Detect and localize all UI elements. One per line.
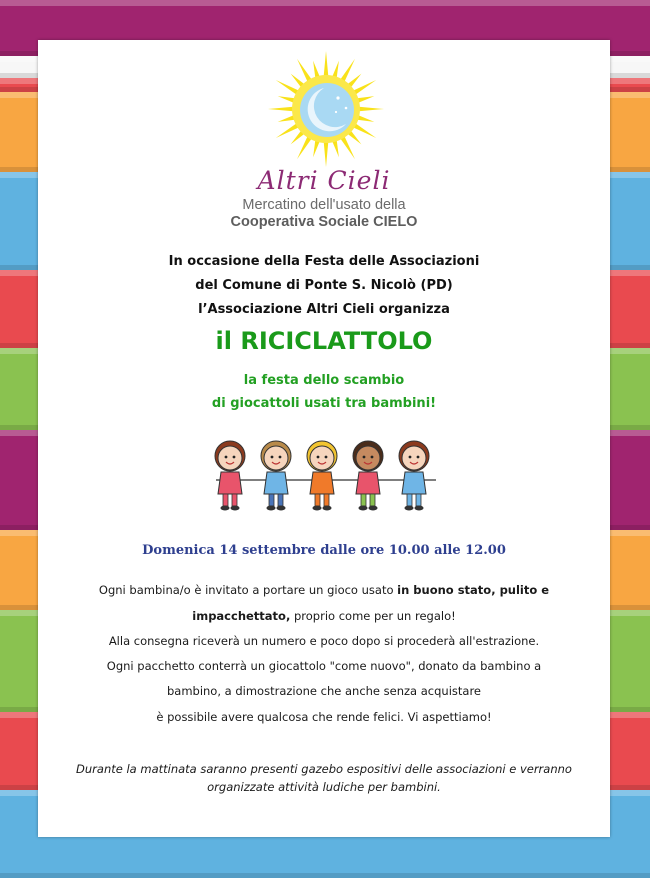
sun-ray-icon	[297, 136, 312, 159]
sun-ray-icon	[341, 136, 356, 159]
child-figure	[261, 441, 291, 511]
altri-cieli-logo	[38, 40, 610, 235]
child-figure	[353, 441, 383, 511]
body-line-3: Alla consegna riceverà un numero e poco dopo si procederà all'estrazione.	[108, 634, 540, 648]
sun-ray-icon	[357, 115, 374, 122]
children-holding-hands-illustration	[206, 436, 446, 514]
intro-line-1: In occasione della Festa delle Associazioni	[168, 254, 480, 269]
sun-ray-icon	[297, 59, 312, 82]
sun-ray-icon	[313, 61, 320, 78]
body-line-4: Ogni pacchetto conterrà un giocattolo "come nuovo", donato da bambino a	[106, 659, 542, 673]
footer-line-2: organizzate attività ludiche per bambini.	[207, 780, 441, 794]
body-line-5: bambino, a dimostrazione che anche senza acquistare	[166, 684, 482, 698]
sun-ray-icon	[313, 140, 320, 157]
body-line-1	[38, 583, 610, 597]
sun-ray-icon	[353, 124, 376, 139]
logo-subtitle-line1: Mercatino dell'usato della	[242, 197, 406, 213]
body-line-2-bold: impacchettato,	[192, 609, 291, 623]
child-figure	[399, 441, 429, 511]
body-line-2-text: proprio come per un regalo!	[290, 609, 456, 623]
subtitle-line-2: di giocattoli usati tra bambini!	[211, 396, 437, 411]
intro-line-2: del Comune di Ponte S. Nicolò (PD)	[195, 278, 453, 293]
logo-name: Altri Cieli	[257, 166, 391, 195]
sun-ray-icon	[332, 61, 339, 78]
child-figure	[307, 441, 337, 511]
sun-ray-icon	[359, 107, 384, 112]
sun-ray-icon	[332, 140, 339, 157]
body-line-1-bold: in buono stato, pulito e	[397, 583, 550, 597]
body-line-2	[38, 609, 610, 623]
sun-ray-icon	[341, 59, 356, 82]
sun-ray-icon	[278, 96, 295, 103]
sun-ray-icon	[276, 80, 299, 95]
logo-subtitle-line2: Cooperativa Sociale CIELO	[230, 214, 418, 230]
intro-line-3: l’Associazione Altri Cieli organizza	[198, 302, 450, 317]
body-line-6: è possibile avere qualcosa che rende felici. Vi aspettiamo!	[156, 710, 492, 724]
event-title: il RICICLATTOLO	[215, 327, 433, 355]
subtitle-line-1: la festa dello scambio	[243, 373, 405, 388]
sun-ray-icon	[278, 115, 295, 122]
sun-ray-icon	[324, 51, 329, 76]
event-date: Domenica 14 settembre dalle ore 10.00 alle 12.00	[142, 543, 506, 558]
flyer-sheet	[38, 40, 610, 837]
footer-line-1: Durante la mattinata saranno presenti gazebo espositivi delle associazioni e verranno	[76, 762, 572, 776]
sun-moon-logo-icon	[266, 48, 386, 170]
sun-ray-icon	[324, 142, 329, 167]
child-figure	[215, 441, 245, 511]
body-line-1-text: Ogni bambina/o è invitato a portare un gioco usato	[98, 583, 398, 597]
sun-ray-icon	[276, 124, 299, 139]
sun-ray-icon	[357, 96, 374, 103]
sun-ray-icon	[353, 80, 376, 95]
sun-ray-icon	[268, 107, 293, 112]
